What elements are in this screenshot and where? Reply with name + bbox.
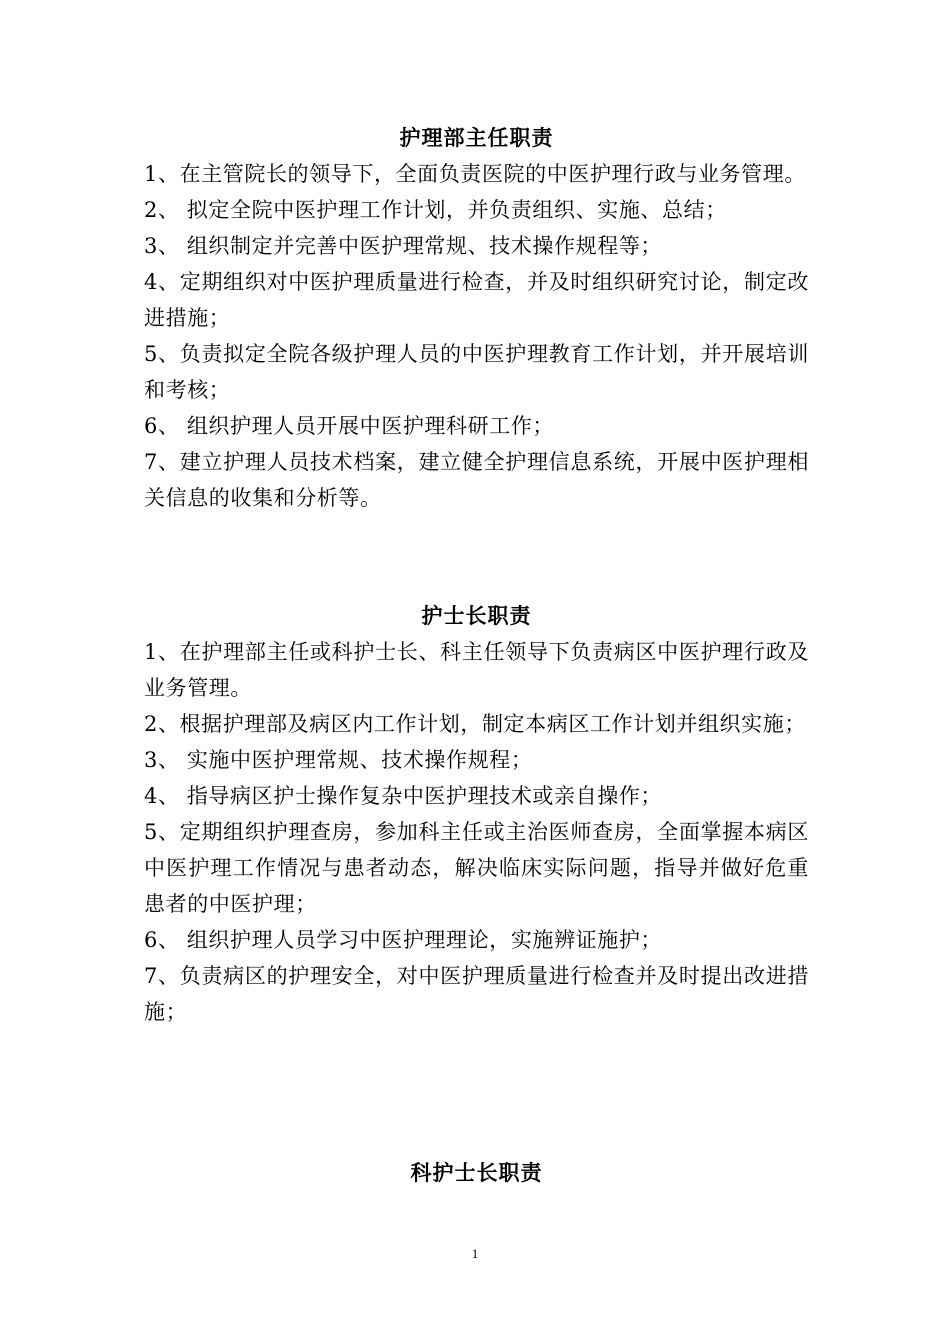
duty-item: 3、 组织制定并完善中医护理常规、技术操作规程等； xyxy=(144,234,663,258)
section-title: 护士长职责 xyxy=(421,603,532,628)
duty-item: 6、 组织护理人员开展中医护理科研工作； xyxy=(144,414,555,438)
duty-item: 7、建立护理人员技术档案，建立健全护理信息系统，开展中医护理相关信息的收集和分析等。 xyxy=(144,450,809,510)
duty-item: 3、 实施中医护理常规、技术操作规程； xyxy=(144,748,533,772)
section-department-head-nurse xyxy=(144,1155,809,1191)
section-title: 护理部主任职责 xyxy=(399,125,554,150)
duty-item: 4、 指导病区护士操作复杂中医护理技术或亲自操作； xyxy=(144,784,663,808)
duty-item: 7、负责病区的护理安全，对中医护理质量进行检查并及时提出改进措施； xyxy=(144,964,809,1024)
duty-item: 2、根据护理部及病区内工作计划，制定本病区工作计划并组织实施； xyxy=(144,712,806,736)
page-number: 1 xyxy=(471,1246,479,1261)
duty-item: 1、在护理部主任或科护士长、科主任领导下负责病区中医护理行政及业务管理。 xyxy=(144,640,809,700)
duty-item: 2、 拟定全院中医护理工作计划，并负责组织、实施、总结； xyxy=(144,198,727,222)
section-title: 科护士长职责 xyxy=(410,1160,543,1185)
section-nursing-director xyxy=(144,120,809,516)
duty-item: 5、定期组织护理查房，参加科主任或主治医师查房，全面掌握本病区中医护理工作情况与患者动态，解决临床实际问题，指导并做好危重患者的中医护理； xyxy=(144,820,809,916)
duty-item: 1、在主管院长的领导下，全面负责医院的中医护理行政与业务管理。 xyxy=(144,162,806,186)
duty-item: 6、 组织护理人员学习中医护理理论，实施辨证施护； xyxy=(144,928,663,952)
duty-item: 4、定期组织对中医护理质量进行检查，并及时组织研究讨论，制定改进措施； xyxy=(144,270,809,330)
duty-item: 5、负责拟定全院各级护理人员的中医护理教育工作计划，并开展培训和考核； xyxy=(144,342,809,402)
section-head-nurse xyxy=(144,598,809,1030)
